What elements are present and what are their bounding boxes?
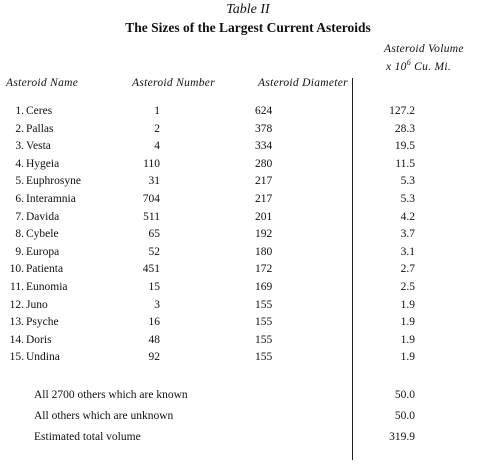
asteroid-name: Interamnia: [26, 193, 76, 205]
asteroid-name: Europa: [26, 245, 60, 258]
asteroid-number: 3: [154, 298, 160, 311]
asteroid-volume: 3.7: [400, 228, 415, 241]
asteroid-number: 16: [148, 316, 160, 329]
asteroid-volume: 1.9: [400, 298, 415, 311]
asteroid-name: Vesta: [26, 140, 51, 153]
header-number: Asteroid Number: [132, 77, 215, 89]
asteroid-name: Hygeia: [26, 157, 60, 170]
summary-row: [0, 431, 496, 453]
row-rank: 11.: [10, 281, 24, 293]
asteroid-number: 31: [148, 175, 160, 188]
asteroid-diameter: 155: [255, 333, 273, 346]
asteroid-diameter: 201: [255, 210, 273, 223]
table-row: [0, 351, 496, 371]
row-rank: 2.: [15, 122, 24, 135]
asteroid-number: 1: [154, 105, 160, 117]
asteroid-number: 511: [143, 210, 160, 223]
asteroid-number: 48: [148, 333, 160, 346]
asteroid-name: Psyche: [26, 316, 59, 329]
row-rank: 7.: [15, 210, 24, 223]
asteroid-diameter: 169: [255, 281, 273, 293]
asteroid-number: 92: [148, 351, 160, 364]
asteroid-diameter: 192: [255, 228, 273, 241]
summary-row: [0, 389, 496, 411]
asteroid-volume: 127.2: [389, 105, 415, 117]
asteroid-diameter: 624: [255, 105, 273, 117]
asteroid-diameter: 155: [255, 316, 273, 329]
asteroid-number: 52: [148, 245, 160, 258]
asteroid-volume: 19.5: [394, 140, 415, 153]
asteroid-name: Pallas: [26, 122, 54, 135]
asteroid-volume: 11.5: [395, 157, 415, 170]
header-volume-prefix: x 10: [386, 60, 407, 73]
summary-label: Estimated total volume: [34, 431, 141, 443]
summary-label: All 2700 others which are known: [34, 389, 188, 401]
asteroid-name: Euphrosyne: [26, 175, 81, 188]
summary-value: 50.0: [394, 410, 415, 422]
table-label: Table II: [226, 2, 270, 17]
summary-label: All others which are unknown: [34, 410, 174, 422]
row-rank: 10.: [9, 263, 24, 276]
asteroid-name: Davida: [26, 210, 60, 223]
row-rank: 9.: [15, 245, 24, 258]
row-rank: 3.: [15, 140, 24, 153]
asteroid-name: Undina: [26, 351, 60, 364]
asteroid-diameter: 334: [255, 140, 273, 153]
asteroid-volume: 3.1: [400, 245, 415, 258]
header-name: Asteroid Name: [6, 77, 79, 89]
asteroid-diameter: 280: [255, 157, 273, 170]
header-volume-line1: Asteroid Volume: [384, 43, 464, 55]
header-volume-line2: [386, 58, 451, 73]
row-rank: 15.: [9, 351, 24, 364]
asteroid-number: 65: [148, 228, 160, 241]
asteroid-diameter: 217: [255, 175, 273, 188]
row-rank: 8.: [15, 228, 24, 241]
asteroid-number: 451: [142, 263, 160, 276]
asteroid-volume: 1.9: [400, 316, 415, 329]
table-title: The Sizes of the Largest Current Asteroids: [125, 20, 371, 35]
asteroid-name: Juno: [26, 298, 48, 311]
asteroid-volume: 1.9: [400, 333, 415, 346]
header-diameter: Asteroid Diameter: [258, 77, 348, 89]
asteroid-name: Patienta: [26, 263, 64, 276]
asteroid-number: 704: [142, 193, 160, 205]
asteroid-diameter: 180: [255, 245, 273, 258]
asteroid-volume: 2.5: [400, 281, 415, 293]
asteroid-diameter: 155: [255, 298, 273, 311]
header-volume-exponent: 6: [406, 58, 411, 67]
asteroid-diameter: 155: [255, 351, 273, 364]
row-rank: 14.: [9, 333, 24, 346]
asteroid-name: Eunomia: [26, 281, 68, 293]
asteroid-name: Cybele: [26, 228, 59, 241]
asteroid-volume: 5.3: [400, 175, 415, 188]
asteroid-number: 4: [154, 140, 160, 153]
header-volume-suffix: Cu. Mi.: [411, 60, 452, 73]
summary-value: 50.0: [394, 389, 415, 401]
row-rank: 4.: [15, 157, 24, 170]
asteroid-volume: 2.7: [400, 263, 415, 276]
asteroid-number: 15: [148, 281, 160, 293]
asteroid-volume: 28.3: [394, 122, 415, 135]
row-rank: 1.: [15, 105, 24, 117]
asteroid-diameter: 217: [255, 193, 273, 205]
row-rank: 12.: [9, 298, 24, 311]
asteroid-name: Doris: [26, 333, 52, 346]
asteroid-number: 2: [154, 122, 160, 135]
asteroid-number: 110: [143, 157, 160, 170]
asteroid-diameter: 172: [255, 263, 273, 276]
asteroid-diameter: 378: [255, 122, 273, 135]
row-rank: 6.: [15, 193, 24, 205]
summary-value: 319.9: [389, 431, 415, 443]
asteroid-volume: 1.9: [400, 351, 415, 364]
row-rank: 13.: [9, 316, 24, 329]
asteroid-volume: 5.3: [400, 193, 415, 205]
summary-row: [0, 410, 496, 432]
asteroid-name: Ceres: [26, 105, 53, 117]
row-rank: 5.: [15, 175, 24, 188]
asteroid-volume: 4.2: [400, 210, 415, 223]
